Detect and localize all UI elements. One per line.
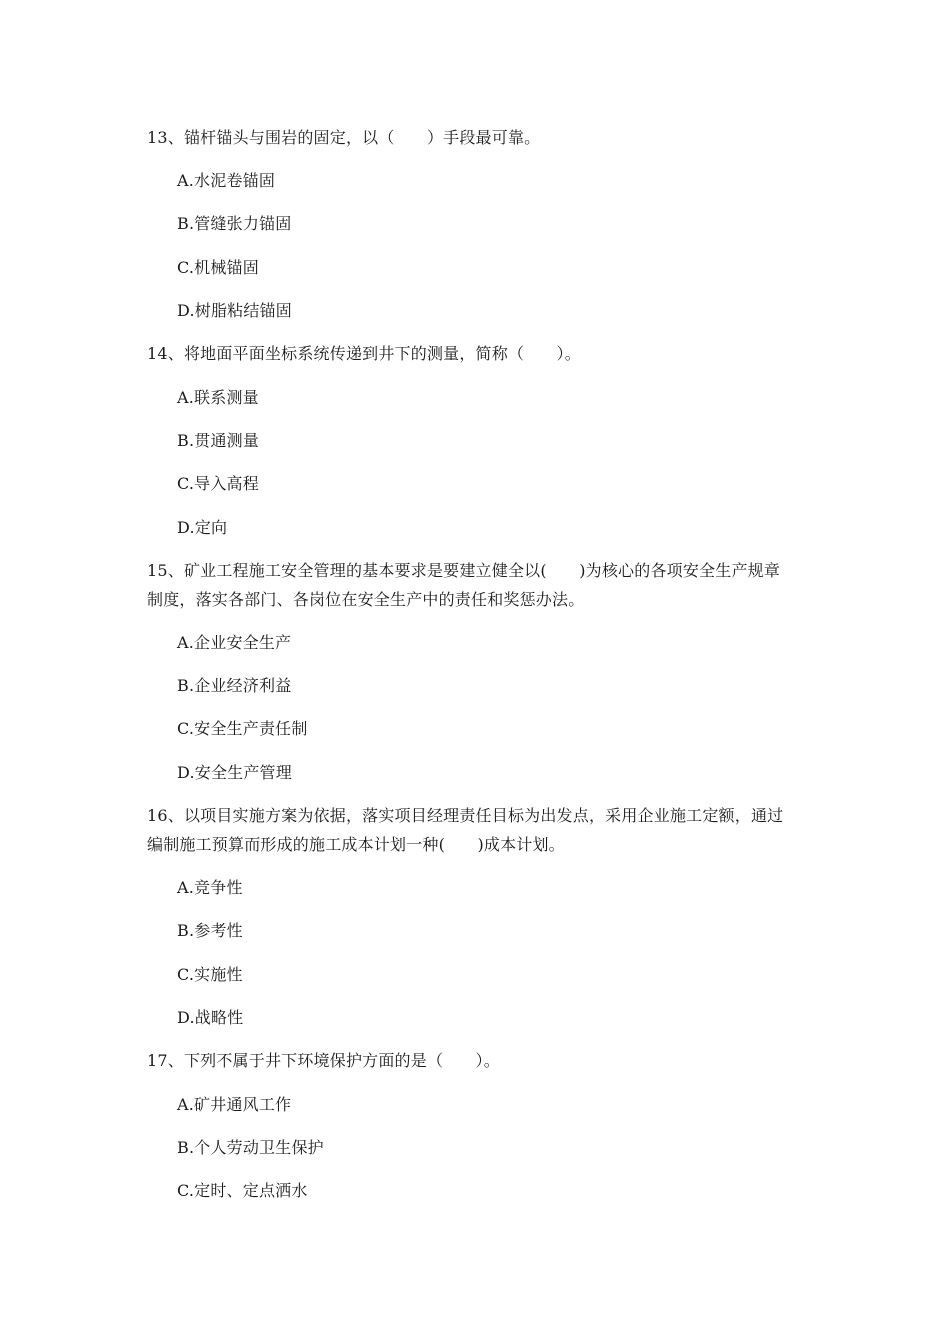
question-14-option-a: A.联系测量: [177, 388, 259, 407]
question-16-option-a: A.竞争性: [177, 878, 243, 897]
question-14-option-c: C.导入高程: [177, 474, 259, 493]
question-15-option-a: A.企业安全生产: [177, 633, 292, 652]
question-13-option-c: C.机械锚固: [177, 258, 259, 277]
question-15-option-c: C.安全生产责任制: [177, 719, 308, 738]
question-17-option-c: C.定时、定点洒水: [177, 1181, 308, 1200]
question-17-text: 17、下列不属于井下环境保护方面的是（ ）。: [147, 1051, 500, 1070]
question-14-option-d: D.定向: [177, 518, 228, 537]
question-16-text-line-2: 编制施工预算而形成的施工成本计划一种( )成本计划。: [147, 835, 565, 854]
question-16-text-line-1: 16、以项目实施方案为依据，落实项目经理责任目标为出发点，采用企业施工定额，通过: [147, 806, 784, 825]
question-14-option-b: B.贯通测量: [177, 431, 260, 450]
question-15-text-line-1: 15、矿业工程施工安全管理的基本要求是要建立健全以( )为核心的各项安全生产规章: [147, 561, 781, 580]
question-13-option-d: D.树脂粘结锚固: [177, 301, 292, 320]
question-17-option-a: A.矿井通风工作: [177, 1095, 292, 1114]
question-16-option-c: C.实施性: [177, 965, 243, 984]
question-16-option-b: B.参考性: [177, 921, 243, 940]
question-15-option-b: B.企业经济利益: [177, 676, 292, 695]
question-13-option-a: A.水泥卷锚固: [177, 171, 276, 190]
question-13-text: 13、锚杆锚头与围岩的固定，以（ ）手段最可靠。: [147, 128, 541, 147]
question-17-option-b: B.个人劳动卫生保护: [177, 1138, 324, 1157]
question-15-text-line-2: 制度，落实各部门、各岗位在安全生产中的责任和奖惩办法。: [147, 590, 585, 609]
question-15-option-d: D.安全生产管理: [177, 763, 292, 782]
question-13-option-b: B.管缝张力锚固: [177, 214, 292, 233]
question-16-option-d: D.战略性: [177, 1008, 244, 1027]
question-14-text: 14、将地面平面坐标系统传递到井下的测量，简称（ ）。: [147, 344, 581, 363]
